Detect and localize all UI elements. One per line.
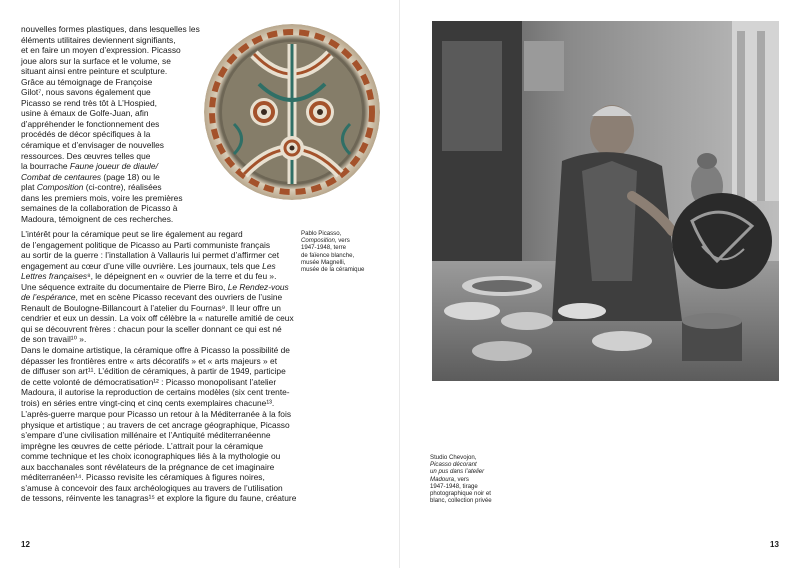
photo-caption: Studio Chevojon, Picasso décorant un pus dans l’atelier Madoura, vers 1947-1948, tirage photographique noir et blanc, collection privée [430,454,492,505]
right-page [400,0,800,568]
body-paragraph-mediterranean: L’après-guerre marque pour Picasso un retour à la Méditerranée à la fois physique et artistique ; au travers de cet ancrage géographique, Picasso s’empare d’une civilisation millénaire et l’Antiquité méditerranéenne imprègne les œuvres de cette période. L’attrait pour la céramique comme technique et les choix iconographiques liés à la mythologie ou aux bacchanales sont révélateurs de la prégnance de cet imaginaire méditerranéen¹⁴. Picasso revisite les céramiques à figures noires, s’amuse à concevoir des faux archéologiques au travers de l’utilisation de tessons, réinvente les tanagras¹⁵ et explore la figure du faune, créature [21,409,297,504]
studio-photograph [432,21,779,381]
intro-paragraph: nouvelles formes plastiques, dans lesquelles les éléments utilitaires deviennent signifiants, et en faire un moyen d’expression. Picasso joue alors sur la surface et le volume, se situant ainsi entre peinture et sculpture. Grâce au témoignage de Françoise Gilot⁷, nous savons également que Picasso se rend très tôt à L’Hospied, usine à émaux de Golfe-Juan, afin d’appréhender le fonctionnement des procédés de décor spécifiques à la céramique et d’envisager de nouvelles ressources. Des œuvres telles que la bourrache Faune joueur de diaule/ Combat de centaures (page 18) ou le plat Composition (ci-contre), réalisées dans les premiers mois, voire les premières semaines de la collaboration de Picasso à Madoura, témoignent de ces recherches. [21,24,200,224]
ceramic-plate-image [204,24,380,200]
plate-caption: Pablo Picasso, Composition, vers 1947-1948, terre de faïence blanche, musée Magnelli, musée de la céramique [301,230,365,274]
page-number-right: 13 [770,540,779,549]
page-number-left: 12 [21,540,30,549]
body-paragraph-politics: L’intérêt pour la céramique peut se lire également au regard de l’engagement politique de Picasso au Parti communiste français au sortir de la guerre : l’installation à Vallauris lui permet d’affirmer cet engagement au cœur d’une ville ouvrière. Les journaux, tels que Les Lettres françaises⁸, le dépeignent en « ouvrier de la terre et du feu ». Une séquence extraite du documentaire de Pierre Biro, Le Rendez-vous de l’espérance, met en scène Picasso recevant des ouvriers de l’usine Renault de Boulogne-Billancourt à l’atelier du Fournas⁹. Il leur offre un cendrier et eux un dessin. La voix off célèbre la « naturelle amitié de ceux qui se découvrent frères : chacun pour la sceller donnant ce qui est né de son travail¹⁰ ». Dans le domaine artistique, la céramique offre à Picasso la possibilité de dépasser les frontières entre « arts décoratifs » et « arts majeurs » et de diffuser son art¹¹. L’édition de céramiques, à partir de 1949, participe de cette volonté de démocratisation¹² : Picasso monopolisant l’atelier Madoura, il autorise la reproduction de certains modèles (six cent trente- trois) en séries entre vingt-cinq et cinq cents exemplaires chacune¹³. [21,229,294,408]
